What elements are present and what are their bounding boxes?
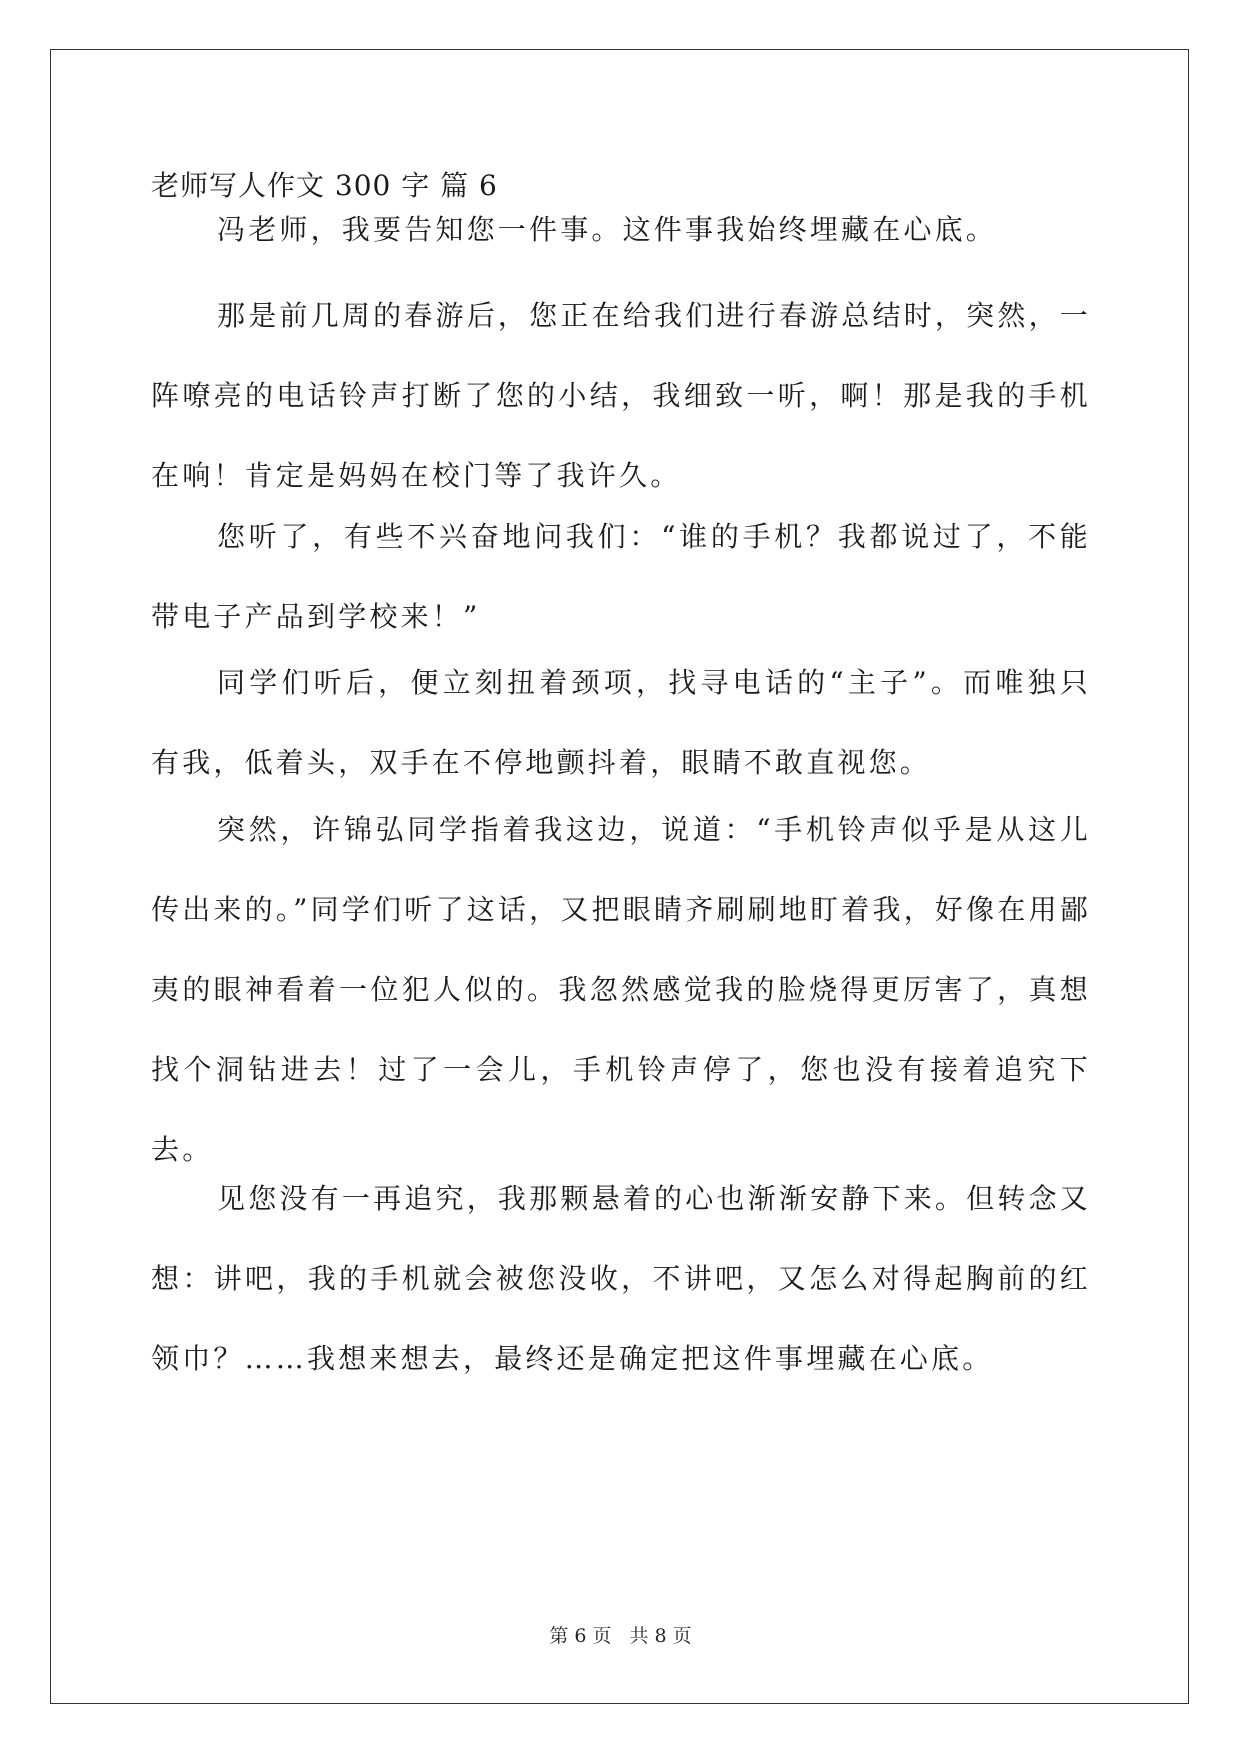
paragraph-1: 冯老师，我要告知您一件事。这件事我始终埋藏在心底。 bbox=[217, 213, 998, 246]
paragraph-5: 突然，许锦弘同学指着我这边，说道：“手机铃声似乎是从这儿传出来的。”同学们听了这话，又把眼睛齐刷刷地盯着我，好像在用鄙夷的眼神看着一位犯人似的。我忽然感觉我的脸烧得更厉害了，真想找个洞钻进去！过了一会儿，手机铃声停了，您也没有接着追究下去。 bbox=[151, 813, 1091, 1166]
paragraph-4: 同学们听后，便立刻扭着颈项，找寻电话的“主子”。而唯独只有我，低着头，双手在不停地颤抖着，眼睛不敢直视您。 bbox=[151, 666, 1091, 779]
paragraph-6: 见您没有一再追究，我那颗悬着的心也渐渐安静下来。但转念又想：讲吧，我的手机就会被您没收，不讲吧，又怎么对得起胸前的红领巾？……我想来想去，最终还是确定把这件事埋藏在心底。 bbox=[151, 1182, 1091, 1375]
page-footer bbox=[0, 1624, 1241, 1648]
total-pages-label: 共 8 页 bbox=[629, 1625, 692, 1647]
paragraph-2: 那是前几周的春游后，您正在给我们进行春游总结时，突然，一阵嘹亮的电话铃声打断了您的小结，我细致一听，啊！那是我的手机在响！肯定是妈妈在校门等了我许久。 bbox=[151, 299, 1091, 492]
current-page-label: 第 6 页 bbox=[549, 1625, 612, 1647]
document-title: 老师写人作文 300 字 篇 6 bbox=[151, 169, 498, 202]
paragraph-3: 您听了，有些不兴奋地问我们：“谁的手机？我都说过了，不能带电子产品到学校来！” bbox=[151, 520, 1091, 633]
